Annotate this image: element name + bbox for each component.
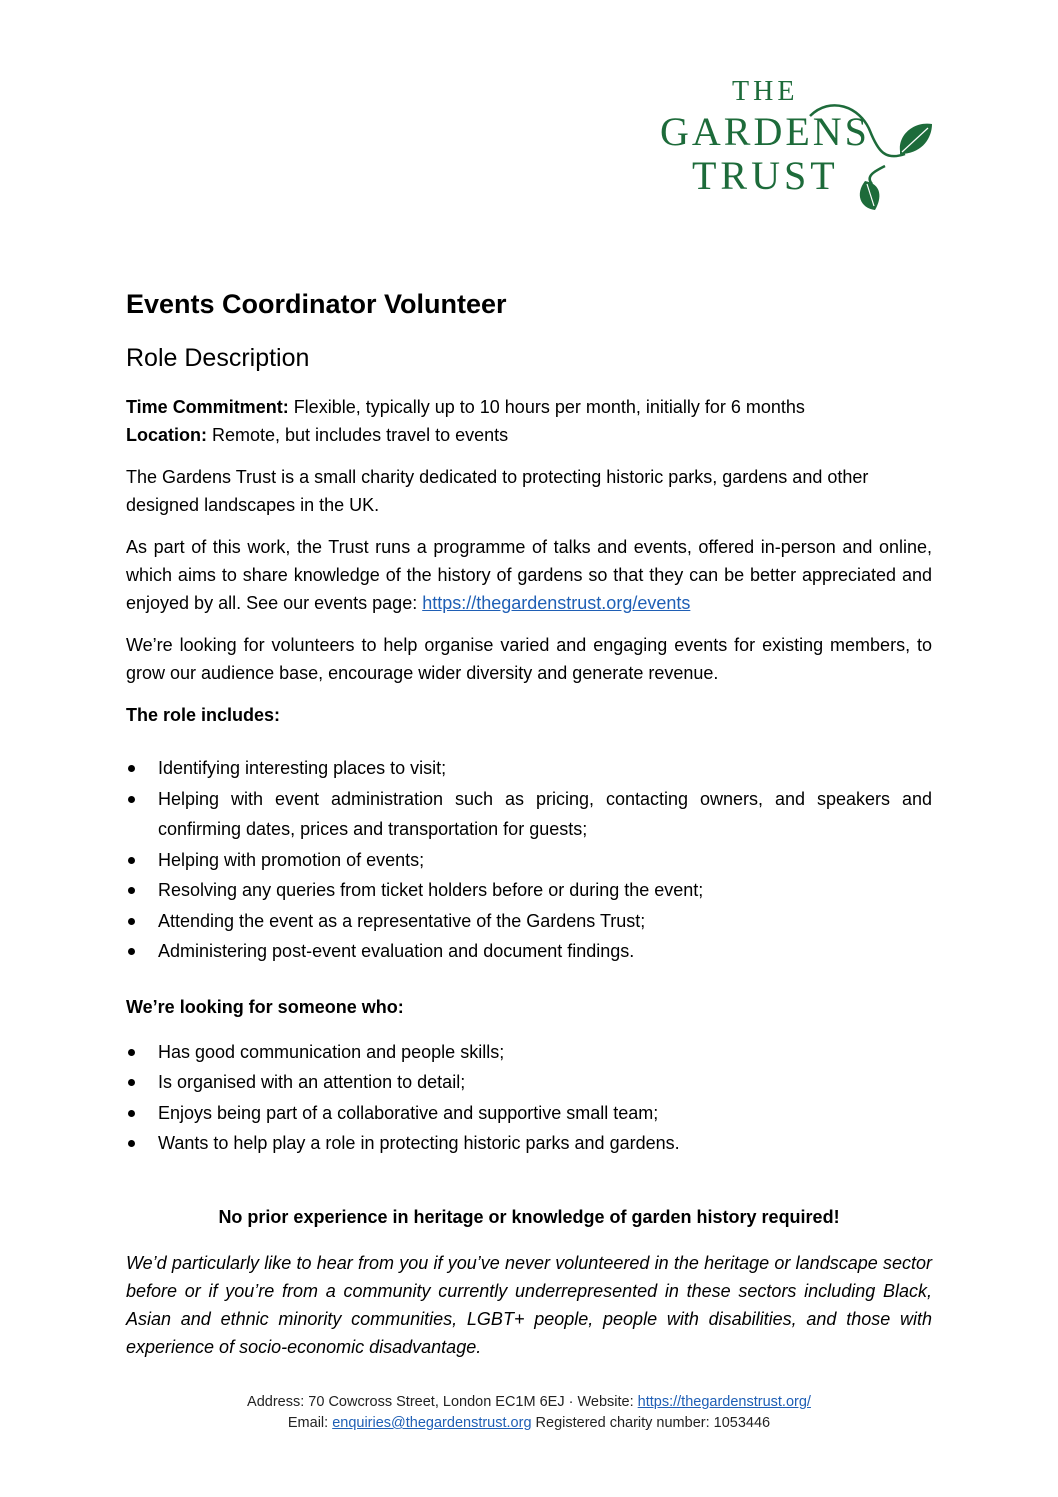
logo-line-trust: TRUST	[692, 153, 839, 198]
list-item: Resolving any queries from ticket holders before or during the event;	[126, 875, 932, 906]
page-subtitle: Role Description	[126, 344, 310, 372]
programme-paragraph	[126, 533, 932, 617]
page-title: Events Coordinator Volunteer	[126, 289, 507, 319]
list-item: Helping with event administration such as pricing, contacting owners, and speakers and confirming dates, prices and transportation for guests;	[126, 784, 932, 845]
leaf-vine-icon	[660, 76, 940, 216]
location	[126, 421, 932, 449]
events-page-link[interactable]: https://thegardenstrust.org/events	[422, 593, 691, 613]
looking-paragraph: We’re looking for volunteers to help organise varied and engaging events for existing members, to grow our audience base, encourage wider diversity and generate revenue.	[126, 635, 932, 683]
bullet-icon	[128, 918, 135, 925]
list-item: Wants to help play a role in protecting historic parks and gardens.	[126, 1128, 932, 1159]
footer-address-line	[0, 1392, 1058, 1413]
programme-text: As part of this work, the Trust runs a programme of talks and events, offered in-person and online, which aims to share knowledge of the history of gardens so that they can be better appreciated and enjoyed by all. See our events page:	[126, 537, 932, 613]
footer-email-label: Email:	[287, 1415, 333, 1431]
bullet-icon	[128, 1079, 135, 1086]
location-label: Location:	[126, 425, 207, 445]
list-item: Attending the event as a representative of the Gardens Trust;	[126, 906, 932, 937]
bullet-icon	[128, 1140, 135, 1147]
bullet-icon	[128, 948, 135, 955]
who-list	[126, 1037, 932, 1159]
no-experience-note: No prior experience in heritage or knowledge of garden history required!	[218, 1206, 840, 1227]
gardens-trust-logo	[660, 76, 940, 216]
footer-contact-line	[0, 1413, 1058, 1434]
list-item: Is organised with an attention to detail;	[126, 1067, 932, 1098]
inclusion-paragraph: We’d particularly like to hear from you if you’ve never volunteered in the heritage or landscape sector before or if you’re from a community currently underrepresented in these sectors including Black, Asian and ethnic minority communities, LGBT+ people, people with disabilities, and those with experience of socio-economic disadvantage.	[126, 1252, 932, 1357]
bullet-icon	[128, 796, 135, 803]
page-footer	[0, 1392, 1058, 1434]
list-item: Helping with promotion of events;	[126, 845, 932, 876]
footer-charity-number: Registered charity number: 1053446	[531, 1415, 771, 1431]
bullet-icon	[128, 765, 135, 772]
bullet-icon	[128, 857, 135, 864]
time-commitment	[126, 393, 932, 421]
bullet-icon	[128, 1049, 135, 1056]
list-item: Administering post-event evaluation and document findings.	[126, 936, 932, 967]
bullet-icon	[128, 1110, 135, 1117]
time-commitment-value: Flexible, typically up to 10 hours per month, initially for 6 months	[288, 397, 805, 417]
who-heading: We’re looking for someone who:	[126, 996, 404, 1017]
footer-address: Address: 70 Cowcross Street, London EC1M 6EJ · Website:	[247, 1394, 638, 1410]
document-body	[126, 285, 932, 1379]
bullet-icon	[128, 887, 135, 894]
time-commitment-label: Time Commitment:	[126, 397, 289, 417]
role-list	[126, 753, 932, 967]
website-link[interactable]: https://thegardenstrust.org/	[637, 1394, 811, 1410]
list-item: Has good communication and people skills;	[126, 1037, 932, 1068]
logo-line-the: THE	[732, 76, 799, 107]
role-heading: The role includes:	[126, 705, 281, 725]
location-value: Remote, but includes travel to events	[207, 425, 509, 445]
logo-line-gardens: GARDENS	[660, 109, 870, 154]
list-item: Enjoys being part of a collaborative and supportive small team;	[126, 1098, 932, 1129]
email-link[interactable]: enquiries@thegardenstrust.org	[332, 1415, 532, 1431]
intro-paragraph: The Gardens Trust is a small charity dedicated to protecting historic parks, gardens and other designed landscapes in the UK.	[126, 467, 869, 515]
role-meta	[126, 393, 932, 449]
list-item: Identifying interesting places to visit;	[126, 753, 932, 784]
